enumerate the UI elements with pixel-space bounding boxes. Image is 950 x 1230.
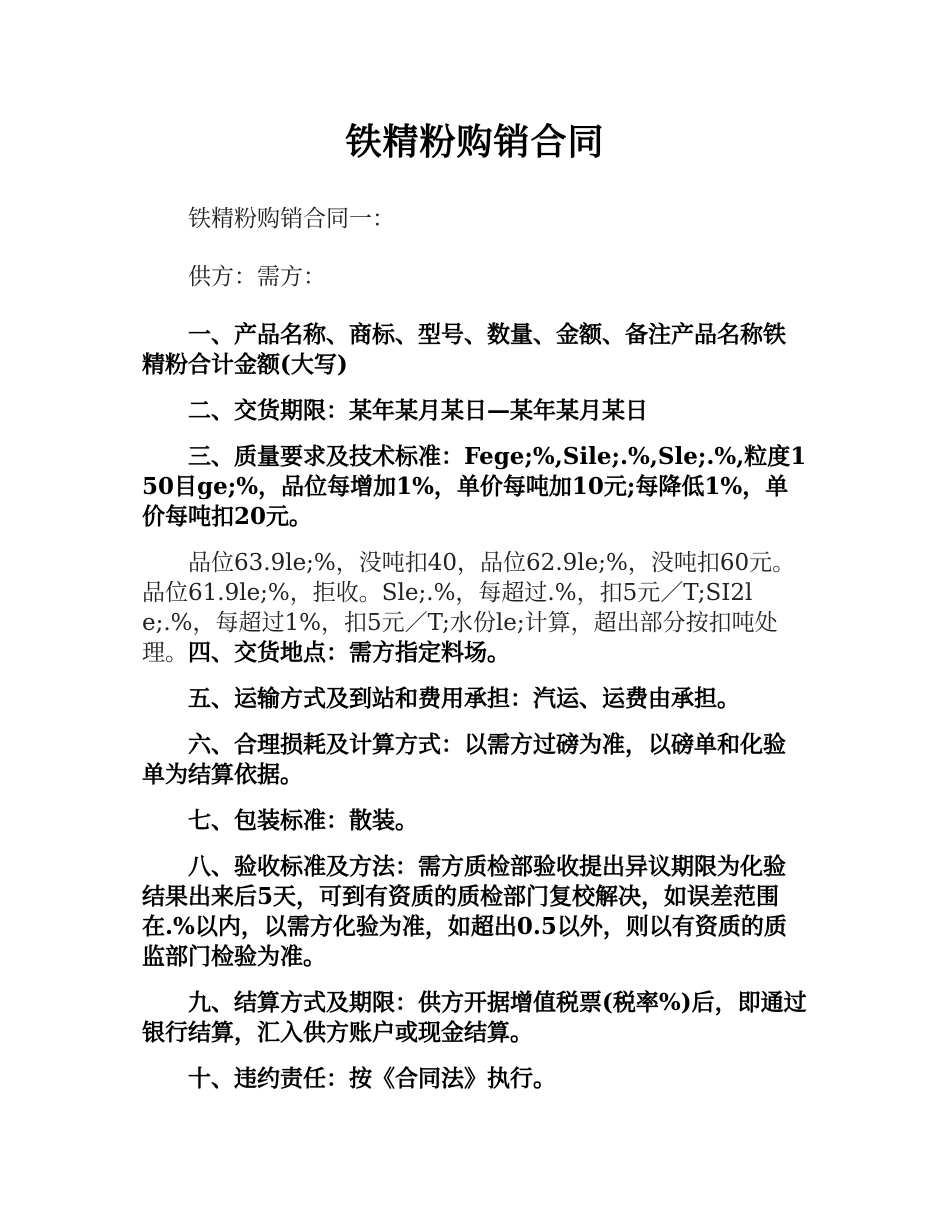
clause-1-product: 一、产品名称、商标、型号、数量、金额、备注产品名称铁精粉合计金额(大写) [142,321,786,378]
quality-detail-text: 品位63.9le;%，没吨扣40，品位62.9le;%，没吨扣60元。品位61.9le;%，拒收。Sle;.%，每超过.%，扣5元／T;SI2le;.%，每超过1%，扣5元／T;水份le;计算，超出部分按扣吨处理。 [142,550,796,666]
clause-4-delivery-location: 四、交货地点：需方指定料场。 [188,639,510,666]
clause-3-quality-standard: 三、质量要求及技术标准：Fege;%,Sile;.%,Sle;.%,粒度150目ge;%，品位每增加1%，单价每吨加10元;每降低1%，单价每吨扣20元。 [142,443,807,530]
document-title: 铁精粉购销合同 [345,121,605,163]
intro-paragraph: 铁精粉购销合同一： [188,206,395,232]
clause-8-acceptance: 八、验收标准及方法：需方质检部验收提出异议期限为化验结果出来后5天，可到有资质的质检部门复校解决，如误差范围在.%以内，以需方化验为准，如超出0.5以外，则以有资质的质监部门检验为准。 [142,853,787,970]
clause-7-packaging: 七、包装标准：散装。 [188,807,418,834]
clause-9-settlement: 九、结算方式及期限：供方开据增值税票(税率%)后，即通过银行结算，汇入供方账户或现金结算。 [142,989,807,1046]
clause-5-transport: 五、运输方式及到站和费用承担：汽运、运费由承担。 [188,685,740,712]
quality-detail-paragraph [142,548,808,668]
clause-10-liability: 十、违约责任：按《合同法》执行。 [188,1065,556,1092]
parties-paragraph: 供方：需方： [188,264,326,290]
clause-6-loss-calculation: 六、合理损耗及计算方式：以需方过磅为准，以磅单和化验单为结算依据。 [142,731,786,788]
clause-2-delivery-period: 二、交货期限：某年某月某日—某年某月某日 [188,397,648,424]
